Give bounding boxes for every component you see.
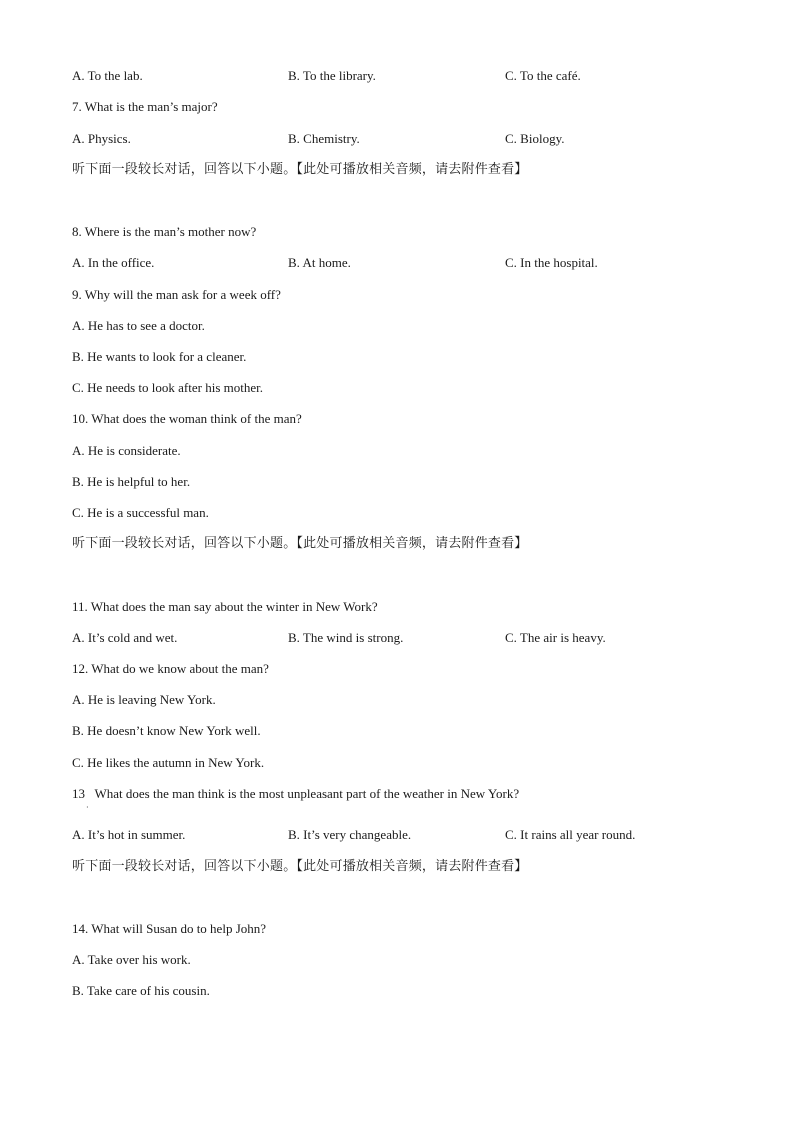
q7-option-b: B. Chemistry. [288,131,360,146]
q10-question: 10. What does the woman think of the man? [72,411,302,426]
q11-option-a: A. It’s cold and wet. [72,630,178,645]
q13-option-c: C. It rains all year round. [505,827,636,842]
q8-option-b: B. At home. [288,255,351,270]
q11-option-c: C. The air is heavy. [505,630,606,645]
q9-question: 9. Why will the man ask for a week off? [72,287,281,302]
q7-option-a: A. Physics. [72,131,131,146]
q13-stray-dot: · [86,803,89,812]
q9-option-a: A. He has to see a doctor. [72,318,205,333]
listening-instruction-2: 听下面一段较长对话，回答以下小题。【此处可播放相关音频，请去附件查看】 [72,536,528,551]
q10-option-c: C. He is a successful man. [72,505,209,520]
q11-question: 11. What does the man say about the winter in New Work? [72,599,378,614]
q9-option-b: B. He wants to look for a cleaner. [72,349,247,364]
listening-instruction-1: 听下面一段较长对话，回答以下小题。【此处可播放相关音频，请去附件查看】 [72,162,528,177]
q10-option-a: A. He is considerate. [72,443,181,458]
q8-option-c: C. In the hospital. [505,255,598,270]
q6-option-a: A. To the lab. [72,68,143,83]
q14-question: 14. What will Susan do to help John? [72,921,267,936]
q12-option-c: C. He likes the autumn in New York. [72,755,265,770]
q14-option-b: B. Take care of his cousin. [72,983,210,998]
listening-instruction-3: 听下面一段较长对话，回答以下小题。【此处可播放相关音频，请去附件查看】 [72,859,528,874]
q7-question: 7. What is the man’s major? [72,99,218,114]
q13-option-a: A. It’s hot in summer. [72,827,186,842]
q11-option-b: B. The wind is strong. [288,630,404,645]
q14-option-a: A. Take over his work. [72,952,191,967]
q13-question: 13 What does the man think is the most unpleasant part of the weather in New York? [72,786,520,801]
q13-option-b: B. It’s very changeable. [288,827,412,842]
q6-option-b: B. To the library. [288,68,376,83]
q10-option-b: B. He is helpful to her. [72,474,191,489]
q6-option-c: C. To the café. [505,68,581,83]
q12-question: 12. What do we know about the man? [72,661,269,676]
q12-option-b: B. He doesn’t know New York well. [72,723,261,738]
q7-option-c: C. Biology. [505,131,565,146]
q8-option-a: A. In the office. [72,255,155,270]
q12-option-a: A. He is leaving New York. [72,692,216,707]
q9-option-c: C. He needs to look after his mother. [72,380,263,395]
q8-question: 8. Where is the man’s mother now? [72,224,257,239]
